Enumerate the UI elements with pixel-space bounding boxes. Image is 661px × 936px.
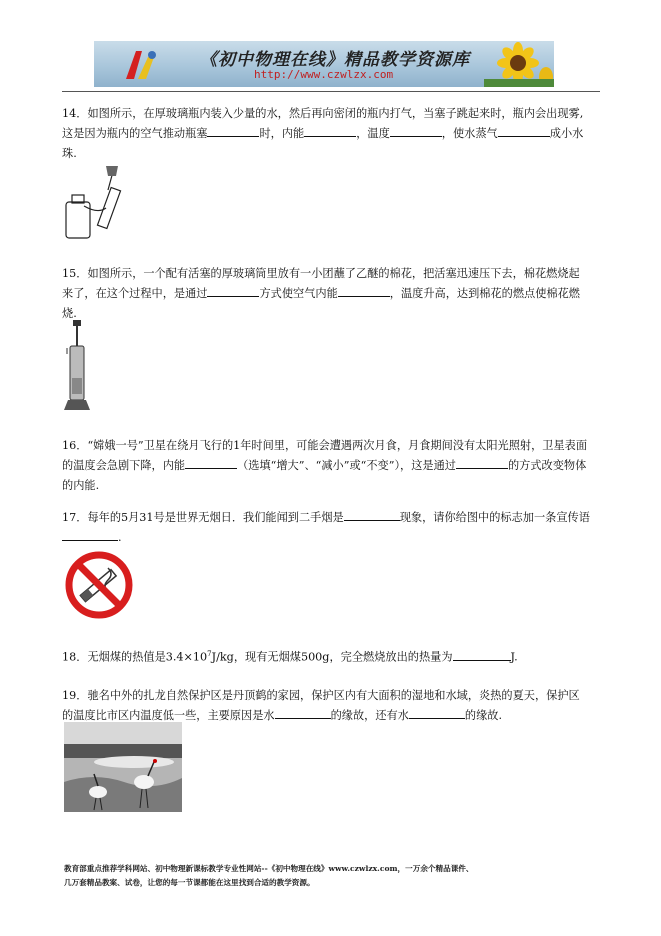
- answer-blank[interactable]: [344, 508, 400, 521]
- question-14: 14．如图所示，在厚玻璃瓶内装入少量的水，然后再向密闭的瓶内打气，当塞子跳起来时，瓶内会出现雾,这是因为瓶内的空气推动瓶塞 时，内能 ，温度 ，使水蒸气 成小水珠.: [62, 107, 584, 160]
- header-rule: [62, 91, 600, 92]
- answer-blank[interactable]: [185, 456, 237, 469]
- question-19: 19．驰名中外的扎龙自然保护区是丹顶鹤的家园，保护区内有大面积的湿地和水域，炎热的夏天，保护区的温度比市区内温度低一些，主要原因是水 的缘故，还有水 的缘故.: [62, 689, 580, 722]
- question-17: 17．每年的5月31号是世界无烟日．我们能闻到二手烟是 现象，请你给图中的标志加一条宣传语.: [62, 508, 590, 548]
- page-footer: [64, 862, 604, 890]
- question-15: 15．如图所示，一个配有活塞的厚玻璃筒里放有一小团蘸了乙醚的棉花，把活塞迅速压下去，棉花燃烧起来了，在这个过程中，是通过 方式使空气内能 ，温度升高，达到棉花的燃点使棉花燃烧.: [62, 267, 580, 320]
- bottle-pump-figure: [62, 162, 142, 242]
- answer-blank[interactable]: [207, 284, 259, 297]
- no-smoking-icon: [64, 550, 134, 620]
- answer-blank[interactable]: [62, 528, 118, 541]
- answer-blank[interactable]: [453, 648, 511, 661]
- question-16: 16．“嫦娥一号”卫星在绕月飞行的1年时间里，可能会遭遇两次月食，月食期间没有太阳光照射，卫星表面的温度会急剧下降，内能 （选填“增大”、“减小”或“不变”），这是通过 的方式改变物体的内能.: [62, 439, 588, 492]
- piston-cylinder-figure: [62, 318, 92, 414]
- question-18: 18．无烟煤的热值是$3.4\times 10^7J/kg$，现有无烟煤500g，完全燃烧放出的热量为 J.: [62, 644, 590, 668]
- header-banner: [94, 41, 554, 87]
- answer-blank[interactable]: [498, 124, 550, 137]
- answer-blank[interactable]: [275, 706, 331, 719]
- footer-line-1: 教育部重点推荐学科网站、初中物理新课标教学专业性网站--《初中物理在线》www.czwlzx.com，一万余个精品课件、: [64, 864, 474, 873]
- banner-url: http://www.czwlzx.com: [254, 68, 394, 81]
- answer-blank[interactable]: [338, 284, 390, 297]
- banner-title: 《初中物理在线》精品教学资源库: [200, 50, 470, 70]
- answer-blank[interactable]: [207, 124, 259, 137]
- logo-icon: [120, 45, 160, 85]
- crane-wetland-photo: [64, 722, 182, 812]
- answer-blank[interactable]: [456, 456, 508, 469]
- sunflower-icon: [484, 41, 554, 87]
- answer-blank[interactable]: [409, 706, 465, 719]
- footer-line-2: 几万套精品教案、试卷，让您的每一节课都能在这里找到合适的教学资源。: [64, 878, 315, 887]
- answer-blank[interactable]: [304, 124, 356, 137]
- answer-blank[interactable]: [390, 124, 442, 137]
